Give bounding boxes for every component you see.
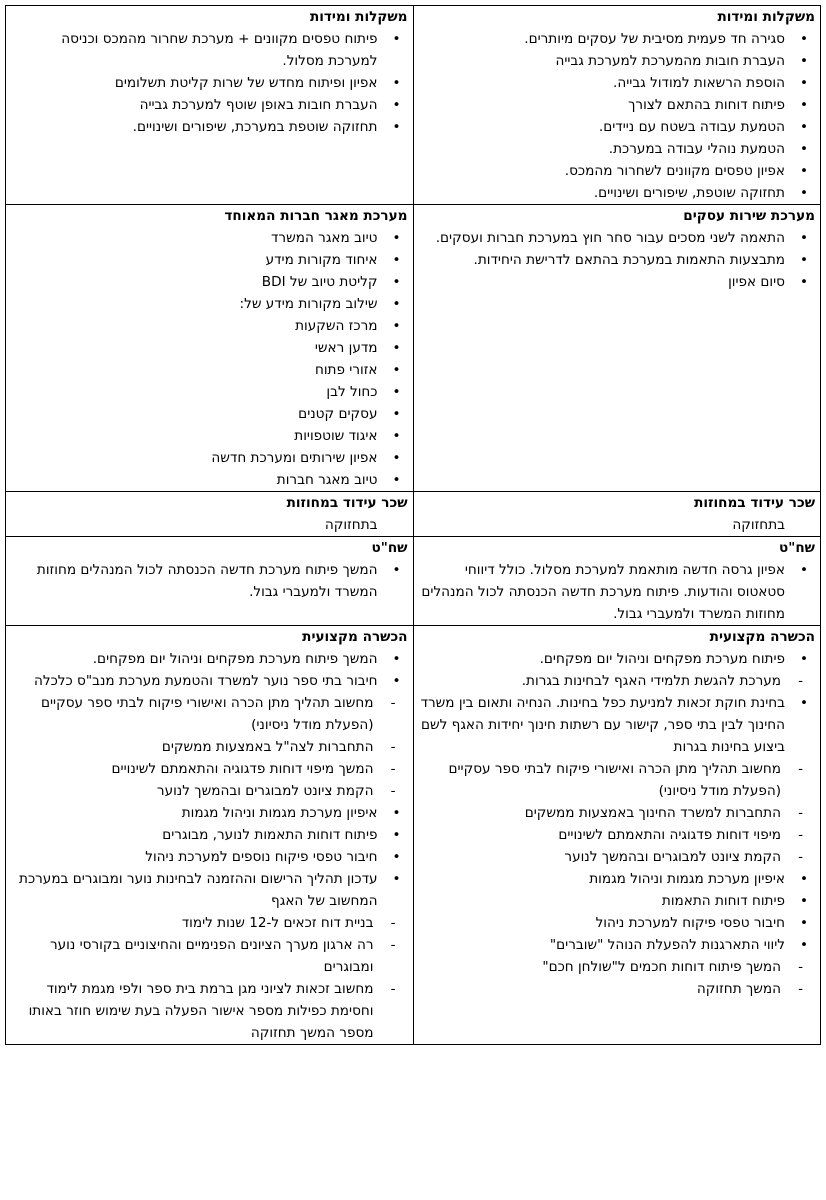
bullet-item: • סיום אפיון <box>417 271 816 293</box>
bullet-item: • אפיון ופיתוח מחדש של שרות קליטת תשלומים <box>9 72 408 94</box>
bullet-item: • אזורי פתוח <box>9 359 408 381</box>
item-list <box>417 648 816 1000</box>
bullet-item: • עסקים קטנים <box>9 403 408 425</box>
bullet-item: • מרכז השקעות <box>9 315 408 337</box>
section-header: הכשרה מקצועית <box>302 629 408 645</box>
cell-left <box>6 6 414 205</box>
dash-item: - הקמת ציונט למבוגרים ובהמשך לנוער <box>9 780 408 802</box>
dash-item: - רה ארגון מערך הציונים הפנימיים והחיצוניים בקורסי נוער ומבוגרים <box>9 934 408 978</box>
item-list <box>417 28 816 204</box>
bullet-item: • איחוד מקורות מידע <box>9 249 408 271</box>
bullet-item: • עדכון תהליך הרישום וההזמנה לבחינות נוער ומבוגרים במערכת המחשוב של האגף <box>9 868 408 912</box>
section-header: שכר עידוד במחוזות <box>694 495 815 511</box>
section-header: משקלות ומידות <box>717 9 815 25</box>
bullet-item: • קליטת טיוב של BDI <box>9 271 408 293</box>
bullet-item: • מתבצעות התאמות במערכת בהתאם לדרישת היחידות. <box>417 249 816 271</box>
section-header: שח"ט <box>779 540 815 556</box>
item-list <box>9 28 408 138</box>
table-row <box>6 492 821 537</box>
bullet-item: • תחזוקה שוטפת, שיפורים ושינויים. <box>417 182 816 204</box>
bullet-item: • המשך פיתוח מערכת מפקחים וניהול יום מפקחים. <box>9 648 408 670</box>
bullet-item: • פיתוח דוחות התאמות <box>417 890 816 912</box>
section-header: מערכת שירות עסקים <box>683 208 815 224</box>
cell-right <box>413 492 821 537</box>
cell-left <box>6 492 414 537</box>
section-header: משקלות ומידות <box>309 9 408 25</box>
dash-item: - בניית דוח זכאים ל-12 שנות לימוד <box>9 912 408 934</box>
plain-item: בתחזוקה <box>324 517 378 533</box>
plain-item: בתחזוקה <box>732 517 785 533</box>
dash-item: - מחשוב תהליך מתן הכרה ואישורי פיקוח לבתי ספר עסקיים (הפעלת מודל ניסיוני) <box>417 758 816 802</box>
bullet-item: • אפיון גרסה חדשה מותאמת למערכת מסלול. כולל דיווחי סטאטוס והודעות. פיתוח מערכת חדשה הכנסתה לכול המנהלים מחוזות המשרד ולמעברי גבול. <box>417 559 816 625</box>
bullet-item: • פיתוח מערכת מפקחים וניהול יום מפקחים. <box>417 648 816 670</box>
item-list <box>9 648 408 1044</box>
dash-item: - המשך תחזוקה <box>417 978 816 1000</box>
cell-left <box>6 205 414 492</box>
bullet-item: • חיבור בתי ספר נוער למשרד והטמעת מערכת מנב"ס כלכלה <box>9 670 408 692</box>
bullet-item: • פיתוח דוחות התאמות לנוער, מבוגרים <box>9 824 408 846</box>
bullet-item: • ליווי התארגנות להפעלת הנוהל "שוברים" <box>417 934 816 956</box>
bullet-item: • טיוב מאגר חברות <box>9 469 408 491</box>
item-list <box>417 514 816 536</box>
table-row <box>6 6 821 205</box>
bullet-item: • הטמעת עבודה בשטח עם ניידים. <box>417 116 816 138</box>
cell-right <box>413 6 821 205</box>
bullet-item: • הוספת הרשאות למודול גבייה. <box>417 72 816 94</box>
dash-item: - המשך מיפוי דוחות פדגוגיה והתאמתם לשינויים <box>9 758 408 780</box>
bullet-item: • חיבור טפסי פיקוח למערכת ניהול <box>417 912 816 934</box>
bullet-item: • אפיון שירותים ומערכת חדשה <box>9 447 408 469</box>
section-header: הכשרה מקצועית <box>709 629 815 645</box>
table-row <box>6 537 821 626</box>
item-list <box>9 514 408 536</box>
item-list <box>9 559 408 603</box>
item-list <box>417 227 816 293</box>
bullet-item: • איפיון מערכת מגמות וניהול מגמות <box>9 802 408 824</box>
cell-right <box>413 205 821 492</box>
bullet-item: • בחינת חוקת זכאות למניעת כפל בחינות. הנחיה ותאום בין משרד החינוך לבין בתי ספר, קישור עם רשתות חינוך יחידות האגף לשם ביצוע בחינות בגרות <box>417 692 816 758</box>
bullet-item: • הטמעת נוהלי עבודה במערכת. <box>417 138 816 160</box>
bullet-item: • חיבור טפסי פיקוח נוספים למערכת ניהול <box>9 846 408 868</box>
content-table <box>5 5 821 1045</box>
cell-right <box>413 537 821 626</box>
bullet-item: • התאמה לשני מסכים עבור סחר חוץ במערכת חברות ועסקים. <box>417 227 816 249</box>
dash-item: - המשך פיתוח דוחות חכמים ל"שולחן חכם" <box>417 956 816 978</box>
dash-item: - התחברות למשרד החינוך באמצעות ממשקים <box>417 802 816 824</box>
bullet-item: • איפיון מערכת מגמות וניהול מגמות <box>417 868 816 890</box>
bullet-item: • העברת חובות באופן שוטף למערכת גבייה <box>9 94 408 116</box>
dash-item: - מחשוב זכאות לציוני מגן ברמת בית ספר ולפי מגמת לימוד וחסימת כפילות מספר אישור הפעלה בעת שימוש חוזר באותו מספר המשך תחזוקה <box>9 978 408 1044</box>
dash-item: - מערכת להגשת תלמידי האגף לבחינות בגרות. <box>417 670 816 692</box>
table-row <box>6 205 821 492</box>
bullet-item: • שילוב מקורות מידע של: <box>9 293 408 315</box>
bullet-item: • מדען ראשי <box>9 337 408 359</box>
dash-item: - מחשוב תהליך מתן הכרה ואישורי פיקוח לבתי ספר עסקיים (הפעלת מודל ניסיוני) <box>9 692 408 736</box>
section-header: מערכת מאגר חברות המאוחד <box>224 208 408 224</box>
section-header: שכר עידוד במחוזות <box>286 495 408 511</box>
cell-right <box>413 626 821 1045</box>
bullet-item: • כחול לבן <box>9 381 408 403</box>
bullet-item: • איגוד שוטפויות <box>9 425 408 447</box>
dash-item: - התחברות לצה"ל באמצעות ממשקים <box>9 736 408 758</box>
dash-item: - הקמת ציונט למבוגרים ובהמשך לנוער <box>417 846 816 868</box>
bullet-item: • אפיון טפסים מקוונים לשחרור מהמכס. <box>417 160 816 182</box>
section-header: שח"ט <box>371 540 408 556</box>
table-row <box>6 626 821 1045</box>
item-list <box>9 227 408 491</box>
bullet-item: • פיתוח טפסים מקוונים + מערכת שחרור מהמכס וכניסה למערכת מסלול. <box>9 28 408 72</box>
cell-left <box>6 626 414 1045</box>
bullet-item: • העברת חובות מהמערכת למערכת גבייה <box>417 50 816 72</box>
bullet-item: • פיתוח דוחות בהתאם לצורך <box>417 94 816 116</box>
item-list <box>417 559 816 625</box>
bullet-item: • תחזוקה שוטפת במערכת, שיפורים ושינויים. <box>9 116 408 138</box>
cell-left <box>6 537 414 626</box>
bullet-item: • המשך פיתוח מערכת חדשה הכנסתה לכול המנהלים מחוזות המשרד ולמעברי גבול. <box>9 559 408 603</box>
bullet-item: • סגירה חד פעמית מסיבית של עסקים מיותרים. <box>417 28 816 50</box>
bullet-item: • טיוב מאגר המשרד <box>9 227 408 249</box>
dash-item: - מיפוי דוחות פדגוגיה והתאמתם לשינויים <box>417 824 816 846</box>
